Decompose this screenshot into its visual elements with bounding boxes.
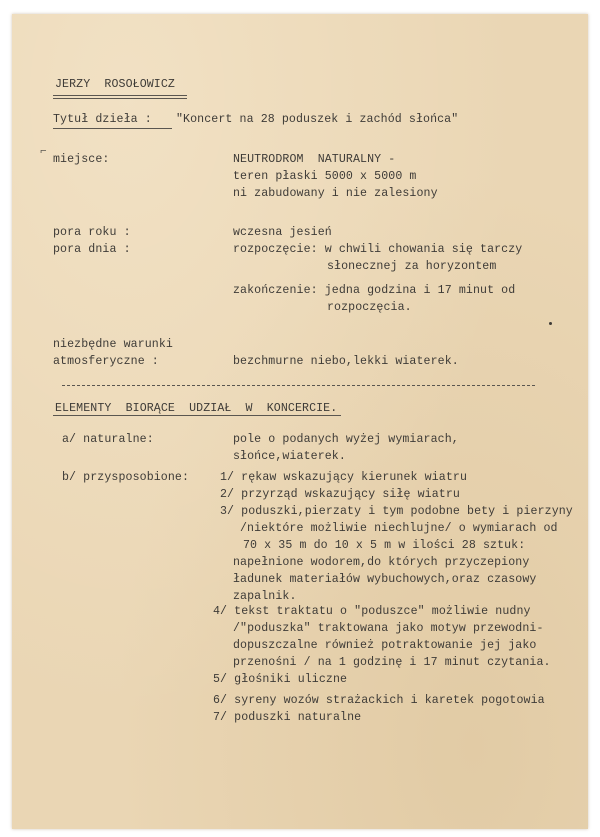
natural-line-2: słońce,wiaterek. bbox=[233, 450, 346, 463]
adapted-item-3-cont-2: 70 x 35 m do 10 x 5 m w ilości 28 sztuk: bbox=[243, 539, 526, 552]
margin-mark: ⌐ bbox=[40, 146, 47, 158]
daytime-label: pora dnia : bbox=[53, 243, 131, 256]
title-value: "Koncert na 28 poduszek i zachód słońca" bbox=[176, 113, 459, 126]
author-underline-second bbox=[53, 98, 187, 99]
place-label: miejsce: bbox=[53, 153, 110, 166]
place-line-1: NEUTRODROM NATURALNY - bbox=[233, 153, 396, 166]
section-divider bbox=[62, 385, 535, 386]
adapted-item-4-cont-3: przenośni / na 1 godzinę i 17 minut czytania. bbox=[233, 656, 551, 669]
adapted-item-4-cont-2: dopuszczalne również potraktowanie jej jako bbox=[233, 639, 537, 652]
author-underline bbox=[53, 95, 187, 96]
weather-value: bezchmurne niebo,lekki wiaterek. bbox=[233, 355, 459, 368]
natural-line-1: pole o podanych wyżej wymiarach, bbox=[233, 433, 459, 446]
adapted-item-3-cont-5: zapalnik. bbox=[233, 590, 297, 603]
author-name: JERZY ROSOŁOWICZ bbox=[55, 78, 175, 91]
season-value: wczesna jesień bbox=[233, 226, 332, 239]
adapted-item-3-cont-4: ładunek materiałów wybuchowych,oraz czasowy bbox=[233, 573, 537, 586]
place-line-3: ni zabudowany i nie zalesiony bbox=[233, 187, 438, 200]
adapted-item-3: 3/ poduszki,pierzaty i tym podobne bety i pierzyny bbox=[220, 505, 573, 518]
adapted-item-5: 5/ głośniki uliczne bbox=[213, 673, 348, 686]
adapted-item-6: 6/ syreny wozów strażackich i karetek pogotowia bbox=[213, 694, 545, 707]
weather-label-2: atmosferyczne : bbox=[53, 355, 159, 368]
start-line-2: słonecznej za horyzontem bbox=[327, 260, 497, 273]
adapted-item-3-cont-1: /niektóre możliwie niechlujne/ o wymiarach od bbox=[240, 522, 558, 535]
natural-label: a/ naturalne: bbox=[62, 433, 154, 446]
ink-dot bbox=[549, 322, 552, 325]
end-line-1: zakończenie: jedna godzina i 17 minut od bbox=[233, 284, 516, 297]
adapted-item-4-cont-1: /"poduszka" traktowana jako motyw przewodni- bbox=[233, 622, 544, 635]
adapted-item-2: 2/ przyrząd wskazujący siłę wiatru bbox=[220, 488, 460, 501]
adapted-item-1: 1/ rękaw wskazujący kierunek wiatru bbox=[220, 471, 468, 484]
elements-heading-underline bbox=[53, 415, 341, 416]
elements-heading: ELEMENTY BIORĄCE UDZIAŁ W KONCERCIE. bbox=[55, 402, 338, 415]
start-line-1: rozpoczęcie: w chwili chowania się tarczy bbox=[233, 243, 523, 256]
title-label-underline bbox=[53, 128, 172, 129]
adapted-item-3-cont-3: napełnione wodorem,do których przyczepiony bbox=[233, 556, 530, 569]
season-label: pora roku : bbox=[53, 226, 131, 239]
adapted-item-7: 7/ poduszki naturalne bbox=[213, 711, 362, 724]
title-label: Tytuł dzieła : bbox=[53, 113, 152, 126]
adapted-item-4: 4/ tekst traktatu o "poduszce" możliwie nudny bbox=[213, 605, 531, 618]
adapted-label: b/ przysposobione: bbox=[62, 471, 190, 484]
weather-label-1: niezbędne warunki bbox=[53, 338, 173, 351]
place-line-2: teren płaski 5000 x 5000 m bbox=[233, 170, 417, 183]
end-line-2: rozpoczęcia. bbox=[327, 301, 412, 314]
